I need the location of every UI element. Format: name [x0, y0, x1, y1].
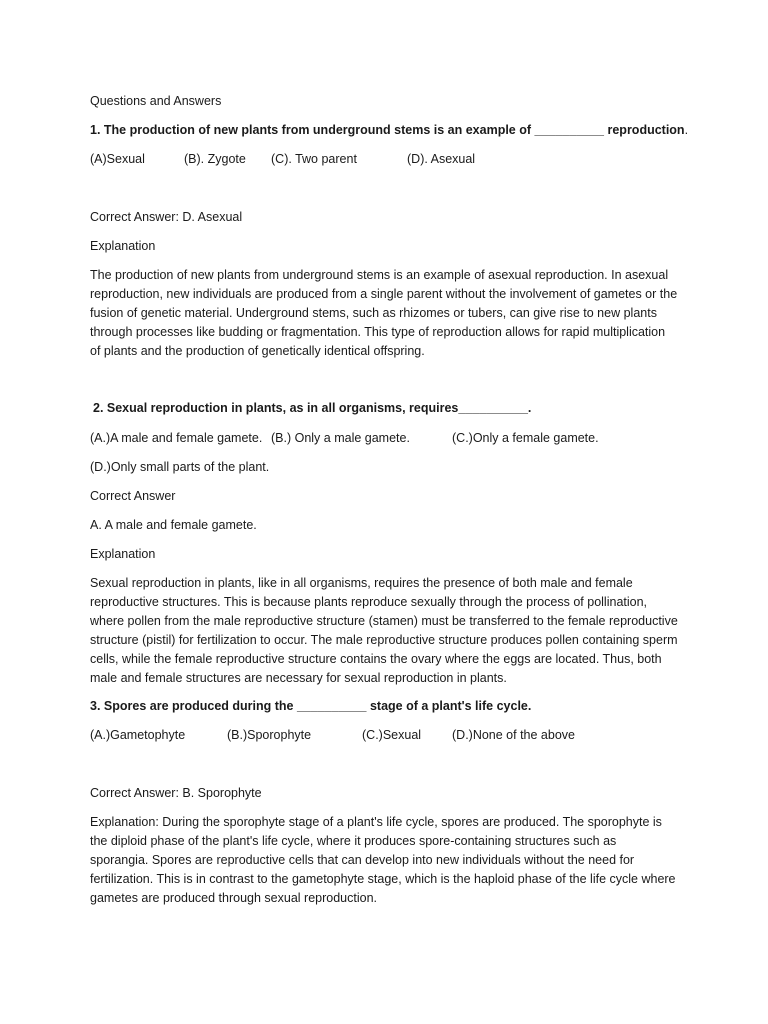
q2-explanation: Sexual reproduction in plants, like in all organisms, requires the presence of both male and female reproductive structures. This is because plants reproduce sexually through the process of pollination, where pollen from the male reproductive structure (stamen) must be transferred to the female reproductive structure (pistil) for fertilization to occur. The male reproductive structure produces pollen containing sperm cells, while the female reproductive structure contains the ovary where the eggs are located. Thus, both male and female structures are necessary for sexual reproduction in plants. — [90, 576, 678, 685]
q2-question: 2. Sexual reproduction in plants, as in all organisms, requires__________. — [93, 401, 532, 415]
q2-option-d: (D.)Only small parts of the plant. — [90, 460, 270, 474]
q2-explanation-label: Explanation — [90, 547, 156, 561]
q2-correct-answer: A. A male and female gamete. — [90, 518, 257, 532]
q2-option-c: (C.)Only a female gamete. — [452, 431, 599, 445]
q1-explanation: The production of new plants from underground stems is an example of asexual reproduction. In asexual reproduction, new individuals are produced from a single parent without the involvement of gametes or the fusion of genetic material. Underground stems, such as rhizomes or tubers, can give rise to new plants through processes like budding or fragmentation. This type of reproduction allows for rapid multiplication of plants and the production of genetically identical offspring. — [90, 268, 678, 358]
q3-option-a: (A.)Gametophyte — [90, 728, 186, 742]
q3-option-d: (D.)None of the above — [452, 728, 575, 742]
q3-correct-answer: Correct Answer: B. Sporophyte — [90, 786, 262, 800]
q1-correct-answer: Correct Answer: D. Asexual — [90, 210, 243, 224]
q3-option-c: (C.)Sexual — [362, 728, 422, 742]
q3-explanation: Explanation: During the sporophyte stage of a plant's life cycle, spores are produced. The sporophyte is the diploid phase of the plant's life cycle, where it produces spore-containing structures such as sporangia. Spores are reproductive cells that can develop into new individuals without the need for fertilization. This is in contrast to the gametophyte stage, which is the haploid phase of the life cycle where gametes are produced through sexual reproduction. — [90, 815, 676, 905]
q1-option-b: (B). Zygote — [184, 152, 246, 166]
q1-option-c: (C). Two parent — [271, 152, 357, 166]
q2-correct-answer-label: Correct Answer — [90, 489, 176, 503]
q2-option-a: (A.)A male and female gamete. — [90, 431, 263, 445]
page-heading: Questions and Answers — [90, 94, 222, 108]
q3-question: 3. Spores are produced during the __________ stage of a plant's life cycle. — [90, 699, 532, 713]
q2-option-b: (B.) Only a male gamete. — [271, 431, 410, 445]
q1-option-a: (A)Sexual — [90, 152, 145, 166]
q3-option-b: (B.)Sporophyte — [227, 728, 312, 742]
q1-question — [90, 121, 688, 140]
q1-question-text: 1. The production of new plants from underground stems is an example of __________ reproduction — [90, 123, 685, 137]
q1-question-end: . — [684, 123, 689, 137]
q1-explanation-label: Explanation — [90, 239, 156, 253]
q1-option-d: (D). Asexual — [407, 152, 476, 166]
